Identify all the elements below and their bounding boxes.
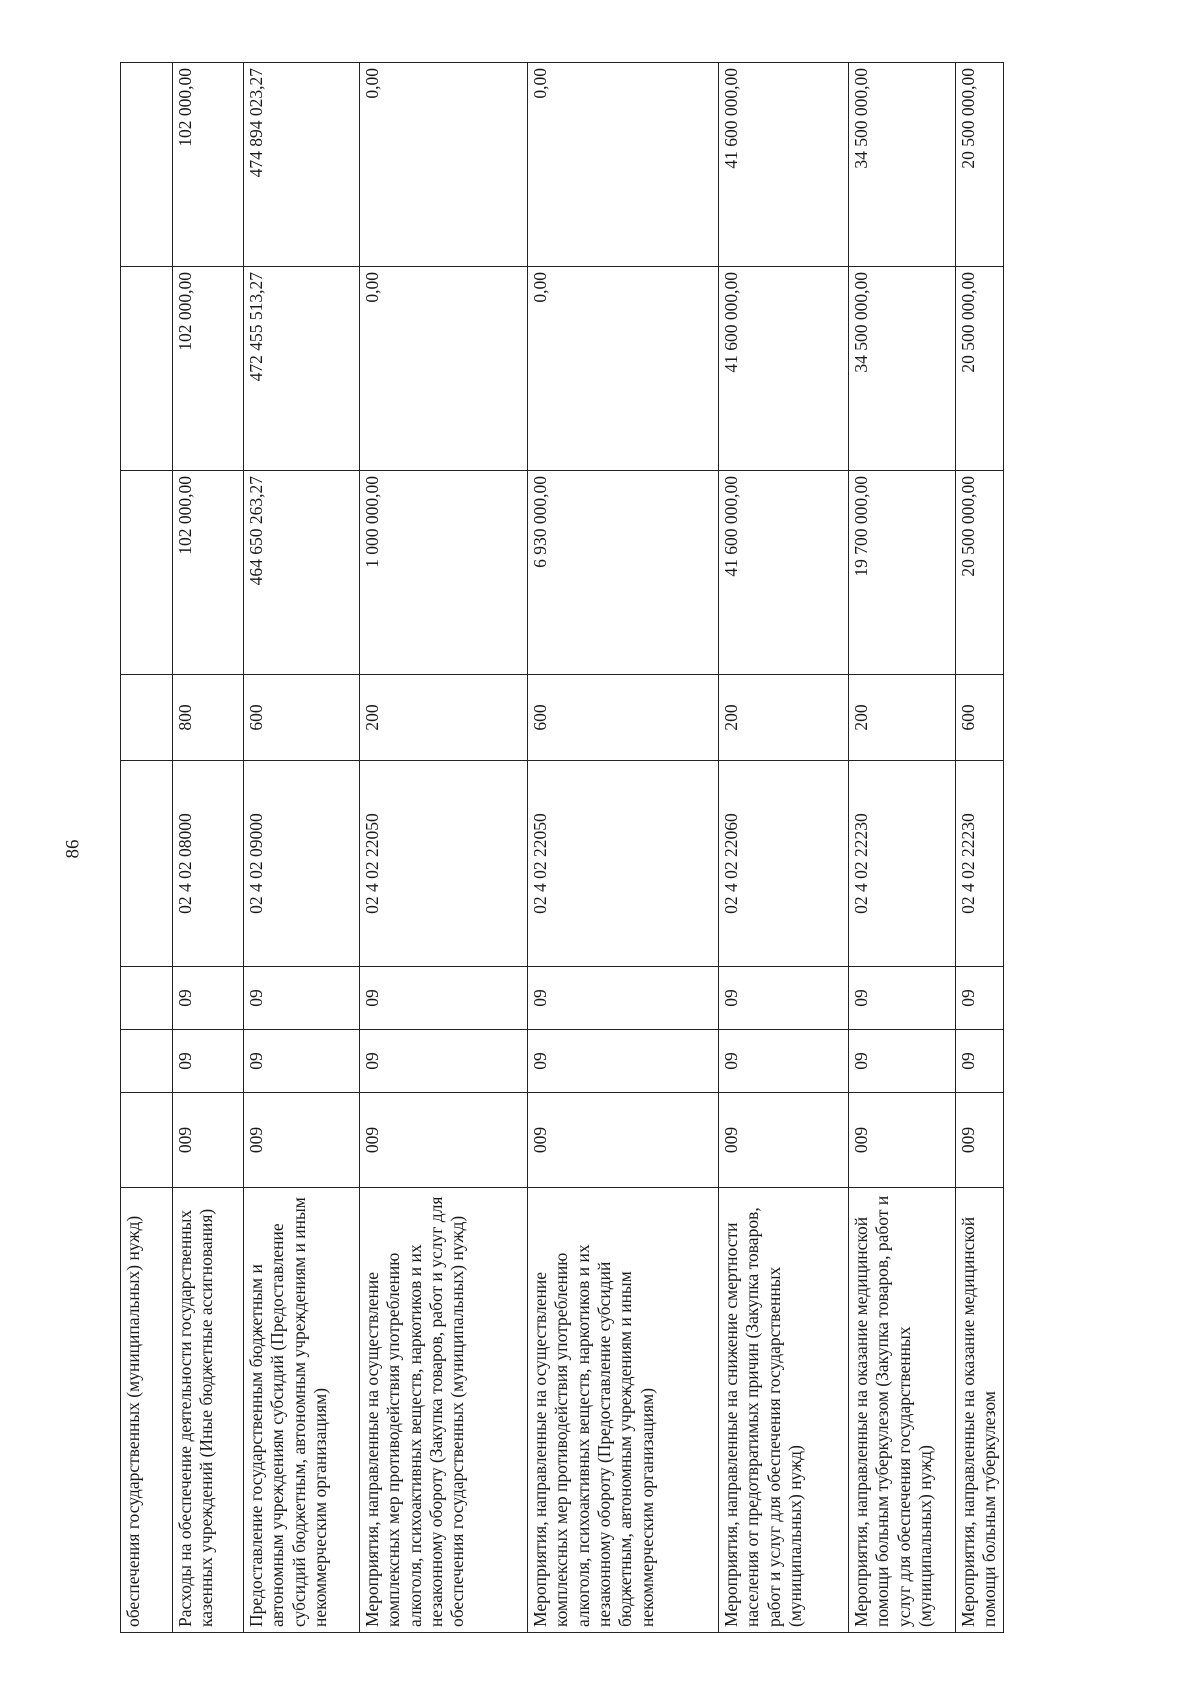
amount-year-3: 0,00 [360,63,528,267]
target-article-code: 02 4 02 22060 [719,761,849,967]
ministry-code [121,1093,173,1188]
amount-year-1 [121,471,173,675]
amount-year-2: 0,00 [360,267,528,471]
amount-year-2: 102 000,00 [173,267,244,471]
table-row [173,63,244,1633]
expense-type-code: 600 [244,675,360,761]
amount-year-3: 474 894 023,27 [244,63,360,267]
row-description: Мероприятия, направленные на осуществление комплексных мер противодействия употреблению алкоголя, психоактивных веществ, наркотиков и их незаконному обороту (Закупка товаров, работ и услуг для обеспечения государственных (муниципальных) нужд) [360,1188,528,1633]
section-code: 09 [956,1030,1004,1093]
amount-year-3: 41 600 000,00 [719,63,849,267]
table-row [360,63,528,1633]
amount-year-2 [121,267,173,471]
row-description: Мероприятия, направленные на оказание медицинской помощи больным туберкулезом (Закупка товаров, работ и услуг для обеспечения государственных (муниципальных) нужд) [849,1188,956,1633]
table-row [849,63,956,1633]
expense-type-code: 800 [173,675,244,761]
expense-type-code: 200 [360,675,528,761]
amount-year-1: 102 000,00 [173,471,244,675]
subsection-code [121,967,173,1030]
target-article-code: 02 4 02 22050 [528,761,719,967]
target-article-code: 02 4 02 22230 [849,761,956,967]
section-code: 09 [719,1030,849,1093]
amount-year-3 [121,63,173,267]
expense-type-code: 600 [956,675,1004,761]
ministry-code: 009 [360,1093,528,1188]
row-description: Мероприятия, направленные на оказание медицинской помощи больным туберкулезом [956,1188,1004,1633]
amount-year-1: 1 000 000,00 [360,471,528,675]
amount-year-3: 20 500 000,00 [956,63,1004,267]
expense-type-code: 200 [719,675,849,761]
subsection-code: 09 [956,967,1004,1030]
table-row [956,63,1004,1633]
ministry-code: 009 [956,1093,1004,1188]
ministry-code: 009 [849,1093,956,1188]
table-row [528,63,719,1633]
row-description: обеспечения государственных (муниципальных) нужд) [121,1188,173,1633]
ministry-code: 009 [244,1093,360,1188]
ministry-code: 009 [173,1093,244,1188]
amount-year-1: 464 650 263,27 [244,471,360,675]
amount-year-2: 41 600 000,00 [719,267,849,471]
rotated-table-wrapper [120,63,1000,1633]
amount-year-2: 472 455 513,27 [244,267,360,471]
expense-type-code: 600 [528,675,719,761]
page-number: 86 [62,839,84,859]
target-article-code: 02 4 02 22050 [360,761,528,967]
amount-year-2: 34 500 000,00 [849,267,956,471]
ministry-code: 009 [528,1093,719,1188]
expense-type-code: 200 [849,675,956,761]
subsection-code: 09 [244,967,360,1030]
section-code [121,1030,173,1093]
amount-year-3: 102 000,00 [173,63,244,267]
table-row [121,63,173,1633]
section-code: 09 [528,1030,719,1093]
amount-year-3: 34 500 000,00 [849,63,956,267]
amount-year-2: 20 500 000,00 [956,267,1004,471]
ministry-code: 009 [719,1093,849,1188]
target-article-code: 02 4 02 08000 [173,761,244,967]
subsection-code: 09 [719,967,849,1030]
amount-year-2: 0,00 [528,267,719,471]
row-description: Предоставление государственным бюджетным и автономным учреждениям субсидий (Предоставление субсидий бюджетным, автономным учреждениям и иным некоммерческим организациям) [244,1188,360,1633]
amount-year-1: 19 700 000,00 [849,471,956,675]
table-row [244,63,360,1633]
subsection-code: 09 [528,967,719,1030]
amount-year-1: 41 600 000,00 [719,471,849,675]
amount-year-1: 20 500 000,00 [956,471,1004,675]
table-row [719,63,849,1633]
amount-year-3: 0,00 [528,63,719,267]
amount-year-1: 6 930 000,00 [528,471,719,675]
section-code: 09 [849,1030,956,1093]
budget-table [120,62,1004,1633]
section-code: 09 [244,1030,360,1093]
subsection-code: 09 [360,967,528,1030]
target-article-code: 02 4 02 22230 [956,761,1004,967]
section-code: 09 [360,1030,528,1093]
row-description: Расходы на обеспечение деятельности государственных казенных учреждений (Иные бюджетные ассигнования) [173,1188,244,1633]
section-code: 09 [173,1030,244,1093]
target-article-code [121,761,173,967]
expense-type-code [121,675,173,761]
row-description: Мероприятия, направленные на осуществление комплексных мер противодействия употреблению алкоголя, психоактивных веществ, наркотиков и их незаконному обороту (Предоставление субсидий бюджетным, автономным учреждениям и иным некоммерческим организациям) [528,1188,719,1633]
subsection-code: 09 [849,967,956,1030]
row-description: Мероприятия, направленные на снижение смертности населения от предотвратимых причин (Закупка товаров, работ и услуг для обеспечения государственных (муниципальных) нужд) [719,1188,849,1633]
subsection-code: 09 [173,967,244,1030]
target-article-code: 02 4 02 09000 [244,761,360,967]
